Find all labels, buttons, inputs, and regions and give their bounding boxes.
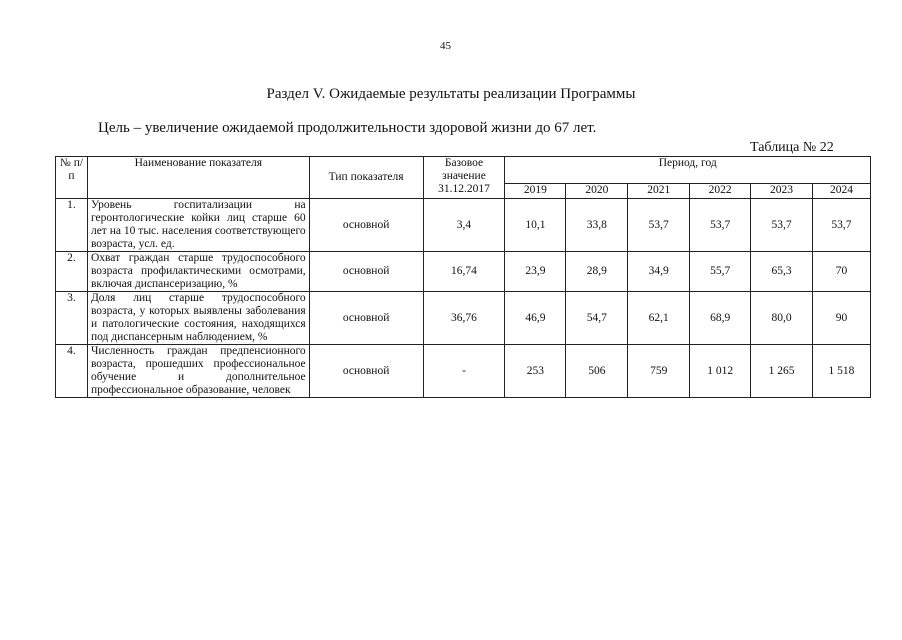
header-type: Тип показателя [309, 157, 423, 199]
table-row [56, 252, 871, 292]
year-value: 1 518 [812, 345, 870, 398]
header-year: 2024 [812, 184, 870, 199]
header-name: Наименование показателя [87, 157, 309, 199]
year-value: 1 012 [690, 345, 751, 398]
table-row [56, 292, 871, 345]
header-base: Базовое значение 31.12.2017 [423, 157, 505, 199]
year-value: 23,9 [505, 252, 566, 292]
year-value: 33,8 [566, 199, 628, 252]
year-value: 70 [812, 252, 870, 292]
year-value: 34,9 [628, 252, 690, 292]
year-value: 53,7 [628, 199, 690, 252]
header-period: Период, год [505, 157, 871, 184]
row-number: 2. [56, 252, 88, 292]
indicator-type: основной [309, 252, 423, 292]
year-value: 1 265 [751, 345, 813, 398]
year-value: 53,7 [812, 199, 870, 252]
base-value: 3,4 [423, 199, 505, 252]
table-caption: Таблица № 22 [750, 140, 834, 155]
year-value: 65,3 [751, 252, 813, 292]
year-value: 46,9 [505, 292, 566, 345]
header-num: № п/п [56, 157, 88, 199]
year-value: 68,9 [690, 292, 751, 345]
indicator-type: основной [309, 199, 423, 252]
header-year: 2021 [628, 184, 690, 199]
indicators-table [55, 156, 871, 398]
year-value: 10,1 [505, 199, 566, 252]
row-number: 4. [56, 345, 88, 398]
header-year: 2022 [690, 184, 751, 199]
year-value: 62,1 [628, 292, 690, 345]
year-value: 759 [628, 345, 690, 398]
year-value: 54,7 [566, 292, 628, 345]
base-value: - [423, 345, 505, 398]
indicator-name: Уровень госпитализации на геронтологические койки лиц старше 60 лет на 10 тыс. населения соответствующего возраста, усл. ед. [87, 199, 309, 252]
indicator-type: основной [309, 292, 423, 345]
year-value: 55,7 [690, 252, 751, 292]
year-value: 53,7 [751, 199, 813, 252]
indicator-name: Охват граждан старше трудоспособного возраста профилактическими осмотрами, включая диспансеризацию, % [87, 252, 309, 292]
table-row [56, 345, 871, 398]
year-value: 80,0 [751, 292, 813, 345]
indicator-name: Численность граждан предпенсионного возраста, прошедших профессиональное обучение и дополнительное профессиональное образование, человек [87, 345, 309, 398]
base-value: 36,76 [423, 292, 505, 345]
header-year: 2023 [751, 184, 813, 199]
year-value: 506 [566, 345, 628, 398]
year-value: 90 [812, 292, 870, 345]
indicator-name: Доля лиц старше трудоспособного возраста, у которых выявлены заболевания и патологические состояния, находящихся под диспансерным наблюдением, % [87, 292, 309, 345]
header-year: 2020 [566, 184, 628, 199]
indicator-type: основной [309, 345, 423, 398]
base-value: 16,74 [423, 252, 505, 292]
year-value: 28,9 [566, 252, 628, 292]
section-title: Раздел V. Ожидаемые результаты реализации Программы [266, 86, 636, 102]
year-value: 253 [505, 345, 566, 398]
row-number: 3. [56, 292, 88, 345]
table-row [56, 199, 871, 252]
goal-statement: Цель – увеличение ожидаемой продолжительности здоровой жизни до 67 лет. [98, 120, 597, 136]
page-number: 45 [440, 40, 451, 52]
row-number: 1. [56, 199, 88, 252]
header-year: 2019 [505, 184, 566, 199]
year-value: 53,7 [690, 199, 751, 252]
